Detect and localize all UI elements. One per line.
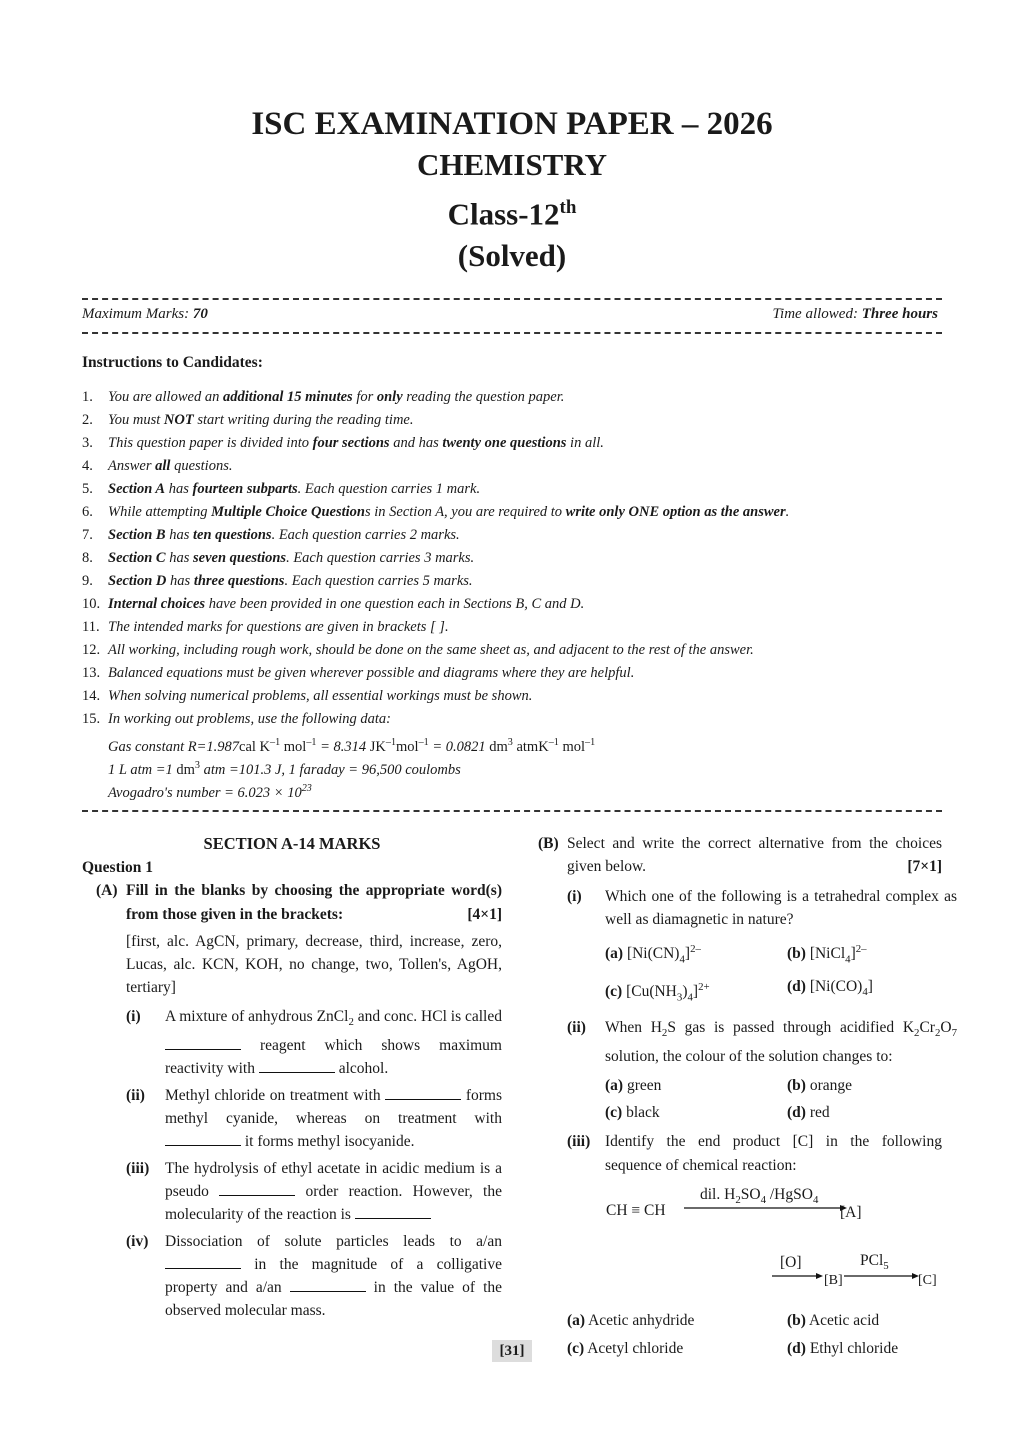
instruction-item: 12. All working, including rough work, should be done on the same sheet as, and adjacent to the rest of the answer. <box>82 642 754 658</box>
subject-title: CHEMISTRY <box>416 147 608 182</box>
arrow-icon <box>772 1271 824 1281</box>
blank-question-ii: (ii) Methyl chloride on treatment with forms methyl cyanide, whereas on treatment with it forms methyl isocyanide. <box>126 1086 502 1151</box>
instruction-item: 4. Answer all questions. <box>82 458 233 474</box>
instruction-item: 1. You are allowed an additional 15 minutes for only reading the question paper. <box>82 389 565 405</box>
product-b: [B] <box>824 1272 843 1288</box>
word-bank: [first, alc. AgCN, primary, decrease, third, increase, zero, Lucas, alc. KCN, KOH, no change, two, Tollen's, AgOH, tertiary] <box>126 932 502 997</box>
option-c: (c) black <box>605 1104 660 1122</box>
instruction-item: 8. Section C has seven questions. Each question carries 3 marks. <box>82 550 475 566</box>
time-allowed: Time allowed: Three hours <box>772 306 938 322</box>
paper-title: ISC EXAMINATION PAPER – 2026 <box>251 106 773 142</box>
instruction-item: 13. Balanced equations must be given wherever possible and diagrams where they are helpful. <box>82 665 635 681</box>
option-a: (a) green <box>605 1077 662 1095</box>
page-number: [31] <box>492 1340 532 1362</box>
mcq-iii-options <box>538 1307 942 1363</box>
right-column <box>538 832 958 1363</box>
mcq-iii-question: Identify the end product [C] in the following sequence of chemical reaction: <box>605 1133 942 1174</box>
instruction-item: 5. Section A has fourteen subparts. Each question carries 1 mark. <box>82 481 481 497</box>
instruction-item: 6. While attempting Multiple Choice Questions in Section A, you are required to write only ONE option as the answer. <box>82 504 790 520</box>
arrow-icon <box>684 1203 848 1213</box>
blank-question-iv: (iv) Dissociation of solute particles leads to a/an in the magnitude of a colligative property and a/an in the value of the observed molecular mass. <box>126 1232 502 1320</box>
mcq-i: (i) Which one of the following is a tetrahedral complex as well as diamagnetic in nature? (a) $[Ni(CN)_4]^{2-}$ (b) [NiCl$_4$]$^{2-}$ (c) $[Cu(NH_3)_4]^{2+}$ (d) $[Ni(CO)_4]$ <box>538 885 942 1012</box>
option-d: (d) Ethyl chloride <box>787 1339 899 1357</box>
solved-label: (Solved) <box>457 238 567 274</box>
reagent-1: dil. $H_2SO_4$ /HgSO$_4$ <box>700 1185 819 1207</box>
product-a: [A] <box>840 1203 862 1221</box>
title-block <box>0 104 1024 276</box>
max-marks: Maximum Marks: 70 <box>82 306 208 322</box>
divider <box>82 810 942 812</box>
option-c: (c) Acetyl chloride <box>567 1339 684 1357</box>
part-a-instruction: Fill in the blanks by choosing the appropriate word(s) from those given in the brackets: [4×1] <box>126 882 502 923</box>
blank-question-iii: (iii) The hydrolysis of ethyl acetate in acidic medium is a pseudo order reaction. However, the molecularity of the reaction is <box>126 1159 502 1224</box>
instruction-item: 10. Internal choices have been provided in one question each in Sections B, C and D. <box>82 596 585 612</box>
section-a-title: SECTION A-14 MARKS <box>203 834 381 853</box>
instructions-list <box>82 386 942 800</box>
reagent-2: [O] <box>780 1253 802 1271</box>
question-1-title: Question 1 <box>82 859 154 876</box>
option-c: (c) $[Cu(NH_3)_4]^{2+}$ <box>605 981 710 1004</box>
option-d: (d) red <box>787 1104 830 1122</box>
avogadro-line: Avogadro's number = $6.023 \times 10^{23}$ <box>108 783 312 801</box>
mcq-i-question: Which one of the following is a tetrahedral complex as well as diamagnetic in nature? <box>605 887 957 928</box>
instructions-heading: Instructions to Candidates: <box>82 354 263 371</box>
instruction-item: 11. The intended marks for questions are given in brackets [ ]. <box>82 619 449 635</box>
option-a: (a) Acetic anhydride <box>567 1311 695 1329</box>
mcq-ii-question: When $H_2S$ gas is passed through acidified $K_2Cr_2O_7$ solution, the colour of the solution changes to: <box>605 1018 958 1066</box>
gas-constant-line: Gas constant R=1.987cal $K^{-1}$ mol$^{-1}$ = 8.314 $JK^{-1}mol^{-1} = 0.0821$ $dm^3$ atmK$^{-1}$ mol$^{-1}$ <box>108 737 596 755</box>
reaction-scheme <box>538 1177 942 1307</box>
reagent-3: PCl$_5$ <box>860 1251 889 1273</box>
part-b: (B) Select and write the correct alternative from the choices given below. [7×1] <box>538 832 942 879</box>
left-column <box>82 832 502 1323</box>
instruction-item: 2. You must NOT start writing during the reading time. <box>82 412 414 428</box>
reactant: CH ≡ CH <box>606 1201 666 1219</box>
part-a: (A) Fill in the blanks by choosing the appropriate word(s) from those given in the brackets: [4×1] [first, alc. AgCN, primary, decrease, third, increase, zero, Lucas, alc. KCN, KOH, no change, two, Tollen's, AgOH, tertiary] <box>82 879 502 999</box>
class-title: Class-12th <box>447 196 577 232</box>
product-c: [C] <box>918 1272 937 1288</box>
mcq-i-options <box>605 935 957 1012</box>
mcq-ii: (ii) When $H_2S$ gas is passed through acidified $K_2Cr_2O_7$ solution, the colour of the solution changes to: (a) green (b) orange (c) black (d) red <box>538 1016 942 1127</box>
mcq-ii-options <box>605 1072 957 1126</box>
option-a: (a) $[Ni(CN)_4]^{2-}$ <box>605 943 701 966</box>
arrow-icon <box>844 1271 920 1281</box>
faraday-line: 1 L atm =1 $dm^3$ atm =101.3 J, 1 faraday = 96,500 coulombs <box>108 760 461 778</box>
option-d: (d) $[Ni(CO)_4]$ <box>787 978 873 999</box>
instruction-item: 14. When solving numerical problems, all essential workings must be shown. <box>82 688 533 704</box>
option-b: (b) orange <box>787 1077 852 1095</box>
divider <box>82 332 942 334</box>
instruction-item: 9. Section D has three questions. Each question carries 5 marks. <box>82 573 473 589</box>
option-b: (b) [NiCl$_4$]$^{2-}$ <box>787 943 867 966</box>
instruction-item: 7. Section B has ten questions. Each question carries 2 marks. <box>82 527 460 543</box>
marks-row <box>82 306 938 323</box>
mcq-iii: (iii) Identify the end product [C] in the following sequence of chemical reaction: <box>538 1130 942 1177</box>
divider <box>82 298 942 300</box>
blank-question-i: (i) A mixture of anhydrous ZnCl$_2$ and conc. HCl is called reagent which shows maximum reactivity with alcohol. <box>126 1007 502 1078</box>
part-b-instruction: Select and write the correct alternative from the choices given below. [7×1] <box>567 835 942 876</box>
instruction-item: 15. In working out problems, use the following data: <box>82 711 392 727</box>
option-b: (b) Acetic acid <box>787 1311 880 1329</box>
instruction-item: 3. This question paper is divided into four sections and has twenty one questions in all. <box>82 435 604 451</box>
